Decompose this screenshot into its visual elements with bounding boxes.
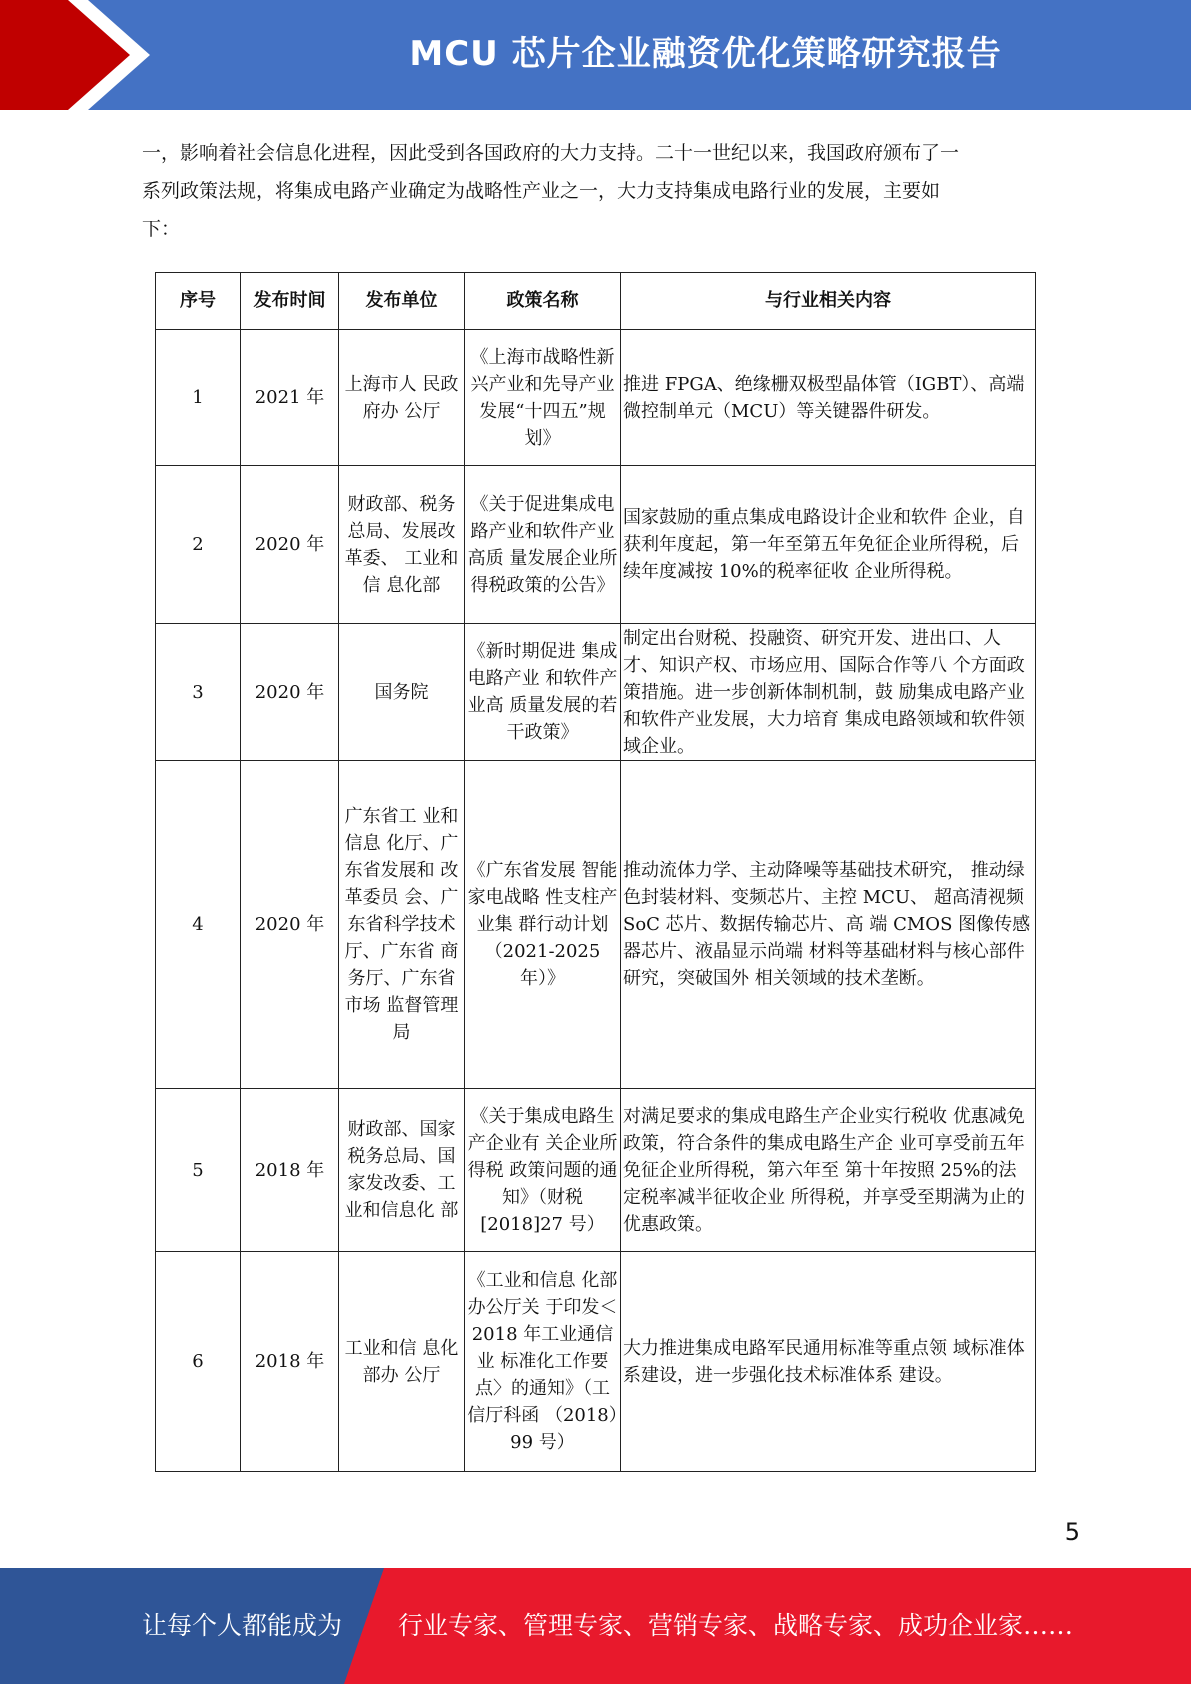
cell-number: 4 (156, 761, 241, 1089)
cell-policy: 《新时期促进 集成电路产业 和软件产业高 质量发展的若 干政策》 (465, 624, 621, 761)
cell-issuer: 财政部、国家税务总局、国家发改委、工业和信息化 部 (339, 1089, 465, 1252)
cell-number: 1 (156, 330, 241, 466)
cell-number: 6 (156, 1252, 241, 1472)
cell-date: 2018 年 (241, 1252, 339, 1472)
intro-paragraph (142, 134, 1054, 248)
intro-line: 一，影响着社会信息化进程，因此受到各国政府的大力支持。二十一世纪以来，我国政府颁布了一 (142, 142, 960, 164)
cell-issuer: 财政部、税务总局、发展改革委、 工业和信 息化部 (339, 466, 465, 624)
cell-policy: 《关于促进集成电路产业和软件产业高质 量发展企业所 得税政策的公告》 (465, 466, 621, 624)
table-row (156, 1089, 1036, 1252)
cell-content: 大力推进集成电路军民通用标准等重点领 域标准体系建设，进一步强化技术标准体系 建设。 (621, 1252, 1036, 1472)
cell-issuer: 上海市人 民政府办 公厅 (339, 330, 465, 466)
cell-number: 5 (156, 1089, 241, 1252)
header-arrow-decoration (0, 0, 160, 110)
table-row (156, 624, 1036, 761)
page-number: 5 (1064, 1518, 1080, 1546)
cell-date: 2020 年 (241, 761, 339, 1089)
page-footer (0, 1568, 1191, 1684)
cell-issuer: 工业和信 息化部办 公厅 (339, 1252, 465, 1472)
cell-policy: 《上海市战略性新兴产业和先导产业发展“十四五”规划》 (465, 330, 621, 466)
cell-date: 2020 年 (241, 466, 339, 624)
footer-slogan-right: 行业专家、管理专家、营销专家、战略专家、成功企业家…… (398, 1611, 1074, 1640)
table-row (156, 761, 1036, 1089)
footer-slogan-left: 让每个人都能成为 (142, 1611, 343, 1640)
cell-date: 2020 年 (241, 624, 339, 761)
cell-policy: 《广东省发展 智能家电战略 性支柱产业集 群行动计划（2021-2025 年）》 (465, 761, 621, 1089)
cell-content: 国家鼓励的重点集成电路设计企业和软件 企业，自获利年度起，第一年至第五年免征企业所得税，后续年度减按 10%的税率征收 企业所得税。 (621, 466, 1036, 624)
cell-content: 对满足要求的集成电路生产企业实行税收 优惠减免政策，符合条件的集成电路生产企 业可享受前五年免征企业所得税，第六年至 第十年按照 25%的法定税率减半征收企业 所得税，并享受至期满为止的优惠政策。 (621, 1089, 1036, 1252)
cell-content: 制定出台财税、投融资、研究开发、进出口、人才、知识产权、市场应用、国际合作等八 个方面政策措施。进一步创新体制机制，鼓 励集成电路产业和软件产业发展，大力培育 集成电路领域和软件领域企业。 (621, 624, 1036, 761)
table-row (156, 466, 1036, 624)
table-row (156, 330, 1036, 466)
table-row (156, 1252, 1036, 1472)
cell-policy: 《工业和信息 化部办公厅关 于印发＜2018 年工业通信业 标准化工作要 点〉的通知》（工信厅科函 （2018）99 号） (465, 1252, 621, 1472)
page-header (0, 0, 1191, 110)
policy-table (155, 272, 1036, 1472)
intro-line: 下： (142, 218, 181, 240)
intro-line: 系列政策法规，将集成电路产业确定为战略性产业之一，大力支持集成电路行业的发展，主要如 (142, 180, 941, 202)
cell-content: 推动流体力学、主动降噪等基础技术研究， 推动绿色封装材料、变频芯片、主控 MCU、 超高清视频 SoC 芯片、数据传输芯片、高 端 CMOS 图像传感器芯片、液晶显示尚端 材料等基础材料与核心部件研究，突破国外 相关领域的技术垄断。 (621, 761, 1036, 1089)
cell-number: 2 (156, 466, 241, 624)
header-cell-number: 序号 (156, 273, 241, 330)
cell-number: 3 (156, 624, 241, 761)
cell-policy: 《关于集成电路生产企业有 关企业所得税 政策问题的通知》（财税[2018]27 号） (465, 1089, 621, 1252)
cell-date: 2021 年 (241, 330, 339, 466)
header-cell-date: 发布时间 (241, 273, 339, 330)
header-cell-issuer: 发布单位 (339, 273, 465, 330)
cell-issuer: 国务院 (339, 624, 465, 761)
cell-content: 推进 FPGA、绝缘栅双极型晶体管（IGBT）、高端微控制单元（MCU）等关键器件研发。 (621, 330, 1036, 466)
header-cell-policy: 政策名称 (465, 273, 621, 330)
report-title: MCU 芯片企业融资优化策略研究报告 (409, 34, 1002, 74)
cell-date: 2018 年 (241, 1089, 339, 1252)
header-cell-content: 与行业相关内容 (621, 273, 1036, 330)
cell-issuer: 广东省工 业和信息 化厅、广东省发展和 改革委员 会、广东省科学技术 厅、广东省 商务厅、广东省市场 监督管理 局 (339, 761, 465, 1089)
table-header-row (156, 273, 1036, 330)
